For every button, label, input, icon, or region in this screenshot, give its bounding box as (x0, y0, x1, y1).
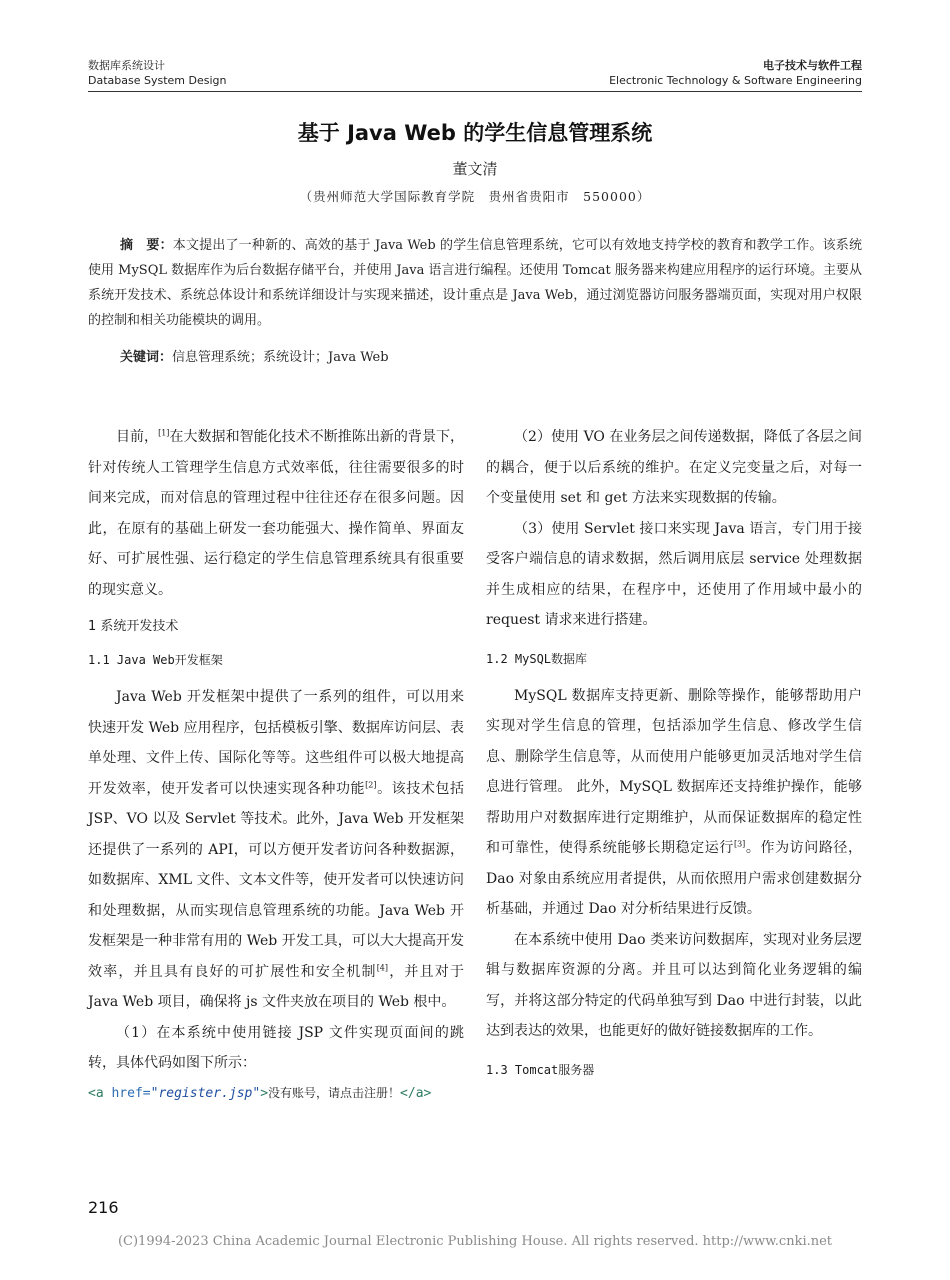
header-journal-section-cn: 数据库系统设计 (88, 59, 165, 72)
code-snippet (88, 1081, 464, 1106)
header-journal-name-en: Electronic Technology & Software Engineering (609, 74, 862, 87)
code-tag-gt: > (260, 1085, 269, 1101)
running-header-right (609, 58, 862, 88)
right-column (486, 422, 862, 1092)
running-header-left (88, 58, 226, 88)
code-tag-open: <a (88, 1085, 112, 1101)
intro-text-rest: 在大数据和智能化技术不断推陈出新的背景下，针对传统人工管理学生信息方式效率低，往往需要很多的时间来完成，而对信息的管理过程中往往还存在很多问题。因此，在原有的基础上研发一套功能强大、操作简单、界面友好、可扩展性强、运行稳定的学生信息管理系统具有很重要的现实意义。 (88, 429, 465, 598)
body-paragraph (486, 681, 862, 925)
body-paragraph: （2）使用 VO 在业务层之间传递数据，降低了各层之间的耦合，便于以后系统的维护。在定义完变量之后，对每一个变量使用 set 和 get 方法来实现数据的传输。 (486, 429, 862, 506)
body-paragraph: 在本系统中使用 Dao 类来访问数据库，实现对业务层逻辑与数据库资源的分离。并且可以达到简化业务逻辑的编写，并将这部分特定的代码单独写到 Dao 中进行封装，以此达到表达的效果，也能更好的做好链接数据库的工作。 (486, 931, 862, 1039)
subsection-heading-1-3: 1.3 Tomcat服务器 (486, 1062, 595, 1077)
keywords-text: 信息管理系统；系统设计；Java Web (172, 350, 389, 365)
header-divider (88, 91, 862, 92)
paper-author: 董文清 (452, 160, 498, 178)
citation-ref-2: [2] (365, 779, 377, 789)
subsection-heading-1-1: 1.1 Java Web开发框架 (88, 653, 223, 667)
section-heading-1: 1 系统开发技术 (88, 619, 179, 634)
abstract-label: 摘 要： (120, 238, 173, 253)
author-affiliation: （贵州师范大学国际教育学院 贵州省贵阳市 550000） (299, 189, 651, 204)
abstract (88, 233, 862, 333)
paper-title: 基于 Java Web 的学生信息管理系统 (297, 121, 653, 145)
citation-ref-4: [4] (376, 962, 389, 972)
code-link-text: 没有账号，请点击注册！ (268, 1085, 401, 1100)
intro-paragraph (88, 422, 464, 605)
copyright-footer: (C)1994-2023 China Academic Journal Electronic Publishing House. All rights reserved. http://www.cnki.net (117, 1234, 833, 1249)
citation-ref-1: [1] (158, 428, 170, 438)
keywords (120, 345, 862, 370)
left-column (88, 422, 464, 1106)
paragraph-text: 。该技术包括 JSP、VO 以及 Servlet 等技术。此外，Java Web 开发框架还提供了一系列的 API，可以方便开发者访问各种数据源，如数据库、XML 文件、文本文件等，使开发者可以快速访问和处理数据，从而实现信息管理系统的功能。Java Web 开发框架是一种非常有用的 Web 开发工具，可以大大提高开发效率，并且具有良好的可扩展性和安全机制 (88, 780, 465, 980)
code-attribute: href= (111, 1085, 151, 1101)
body-paragraph (88, 682, 464, 1018)
paragraph-text: Java Web 开发框架中提供了一系列的组件，可以用来快速开发 Web 应用程序，包括模板引擎、数据库访问层、表单处理、文件上传、国际化等等。这些组件可以极大地提高开发效率，使开发者可以快速实现各种功能 (88, 689, 464, 797)
header-journal-section-en: Database System Design (88, 74, 227, 87)
page-number: 216 (88, 1198, 119, 1217)
body-paragraph: （3）使用 Servlet 接口来实现 Java 语言，专门用于接受客户端信息的请求数据，然后调用底层 service 处理数据并生成相应的结果，在程序中，还使用了作用域中最小的 request 请求来进行搭建。 (486, 520, 862, 628)
keywords-label: 关键词： (120, 350, 173, 365)
paragraph-text: ，并且对于 Java Web 项目，确保将 js 文件夹放在项目的 Web 根中。 (88, 963, 465, 1010)
header-journal-name-cn: 电子技术与软件工程 (763, 59, 862, 72)
code-string: "register.jsp" (150, 1085, 261, 1101)
subsection-heading-1-2: 1.2 MySQL数据库 (486, 651, 588, 666)
abstract-text: 本文提出了一种新的、高效的基于 Java Web 的学生信息管理系统，它可以有效地支持学校的教育和教学工作。该系统使用 MySQL 数据库作为后台数据存储平台，并使用 Java 语言进行编程。还使用 Tomcat 服务器来构建应用程序的运行环境。主要从系统开发技术、系统总体设计和系统详细设计与实现来描述，设计重点是 Java Web，通过浏览器访问服务器端页面，实现对用户权限的控制和相关功能模块的调用。 (88, 238, 862, 328)
paragraph-text: MySQL 数据库支持更新、删除等操作，能够帮助用户实现对学生信息的管理，包括添加学生信息、修改学生信息、删除学生信息等，从而使用户能够更加灵活地对学生信息进行管理。 此外，MySQL 数据库还支持维护操作，能够帮助用户对数据库进行定期维护，从而保证数据库的稳定性和可靠性，使得系统能够长期稳定运行 (486, 687, 862, 856)
intro-text-start: 目前， (116, 429, 159, 445)
paragraph-text: 。作为访问路径，Dao 对象由系统应用者提供，从而依照用户需求创建数据分析基础，并通过 Dao 对分析结果进行反馈。 (486, 840, 863, 917)
code-tag-close: </a> (400, 1085, 432, 1101)
citation-ref-3: [3] (733, 839, 746, 849)
body-paragraph: （1）在本系统中使用链接 JSP 文件实现页面间的跳转，具体代码如图下所示： (88, 1024, 464, 1071)
